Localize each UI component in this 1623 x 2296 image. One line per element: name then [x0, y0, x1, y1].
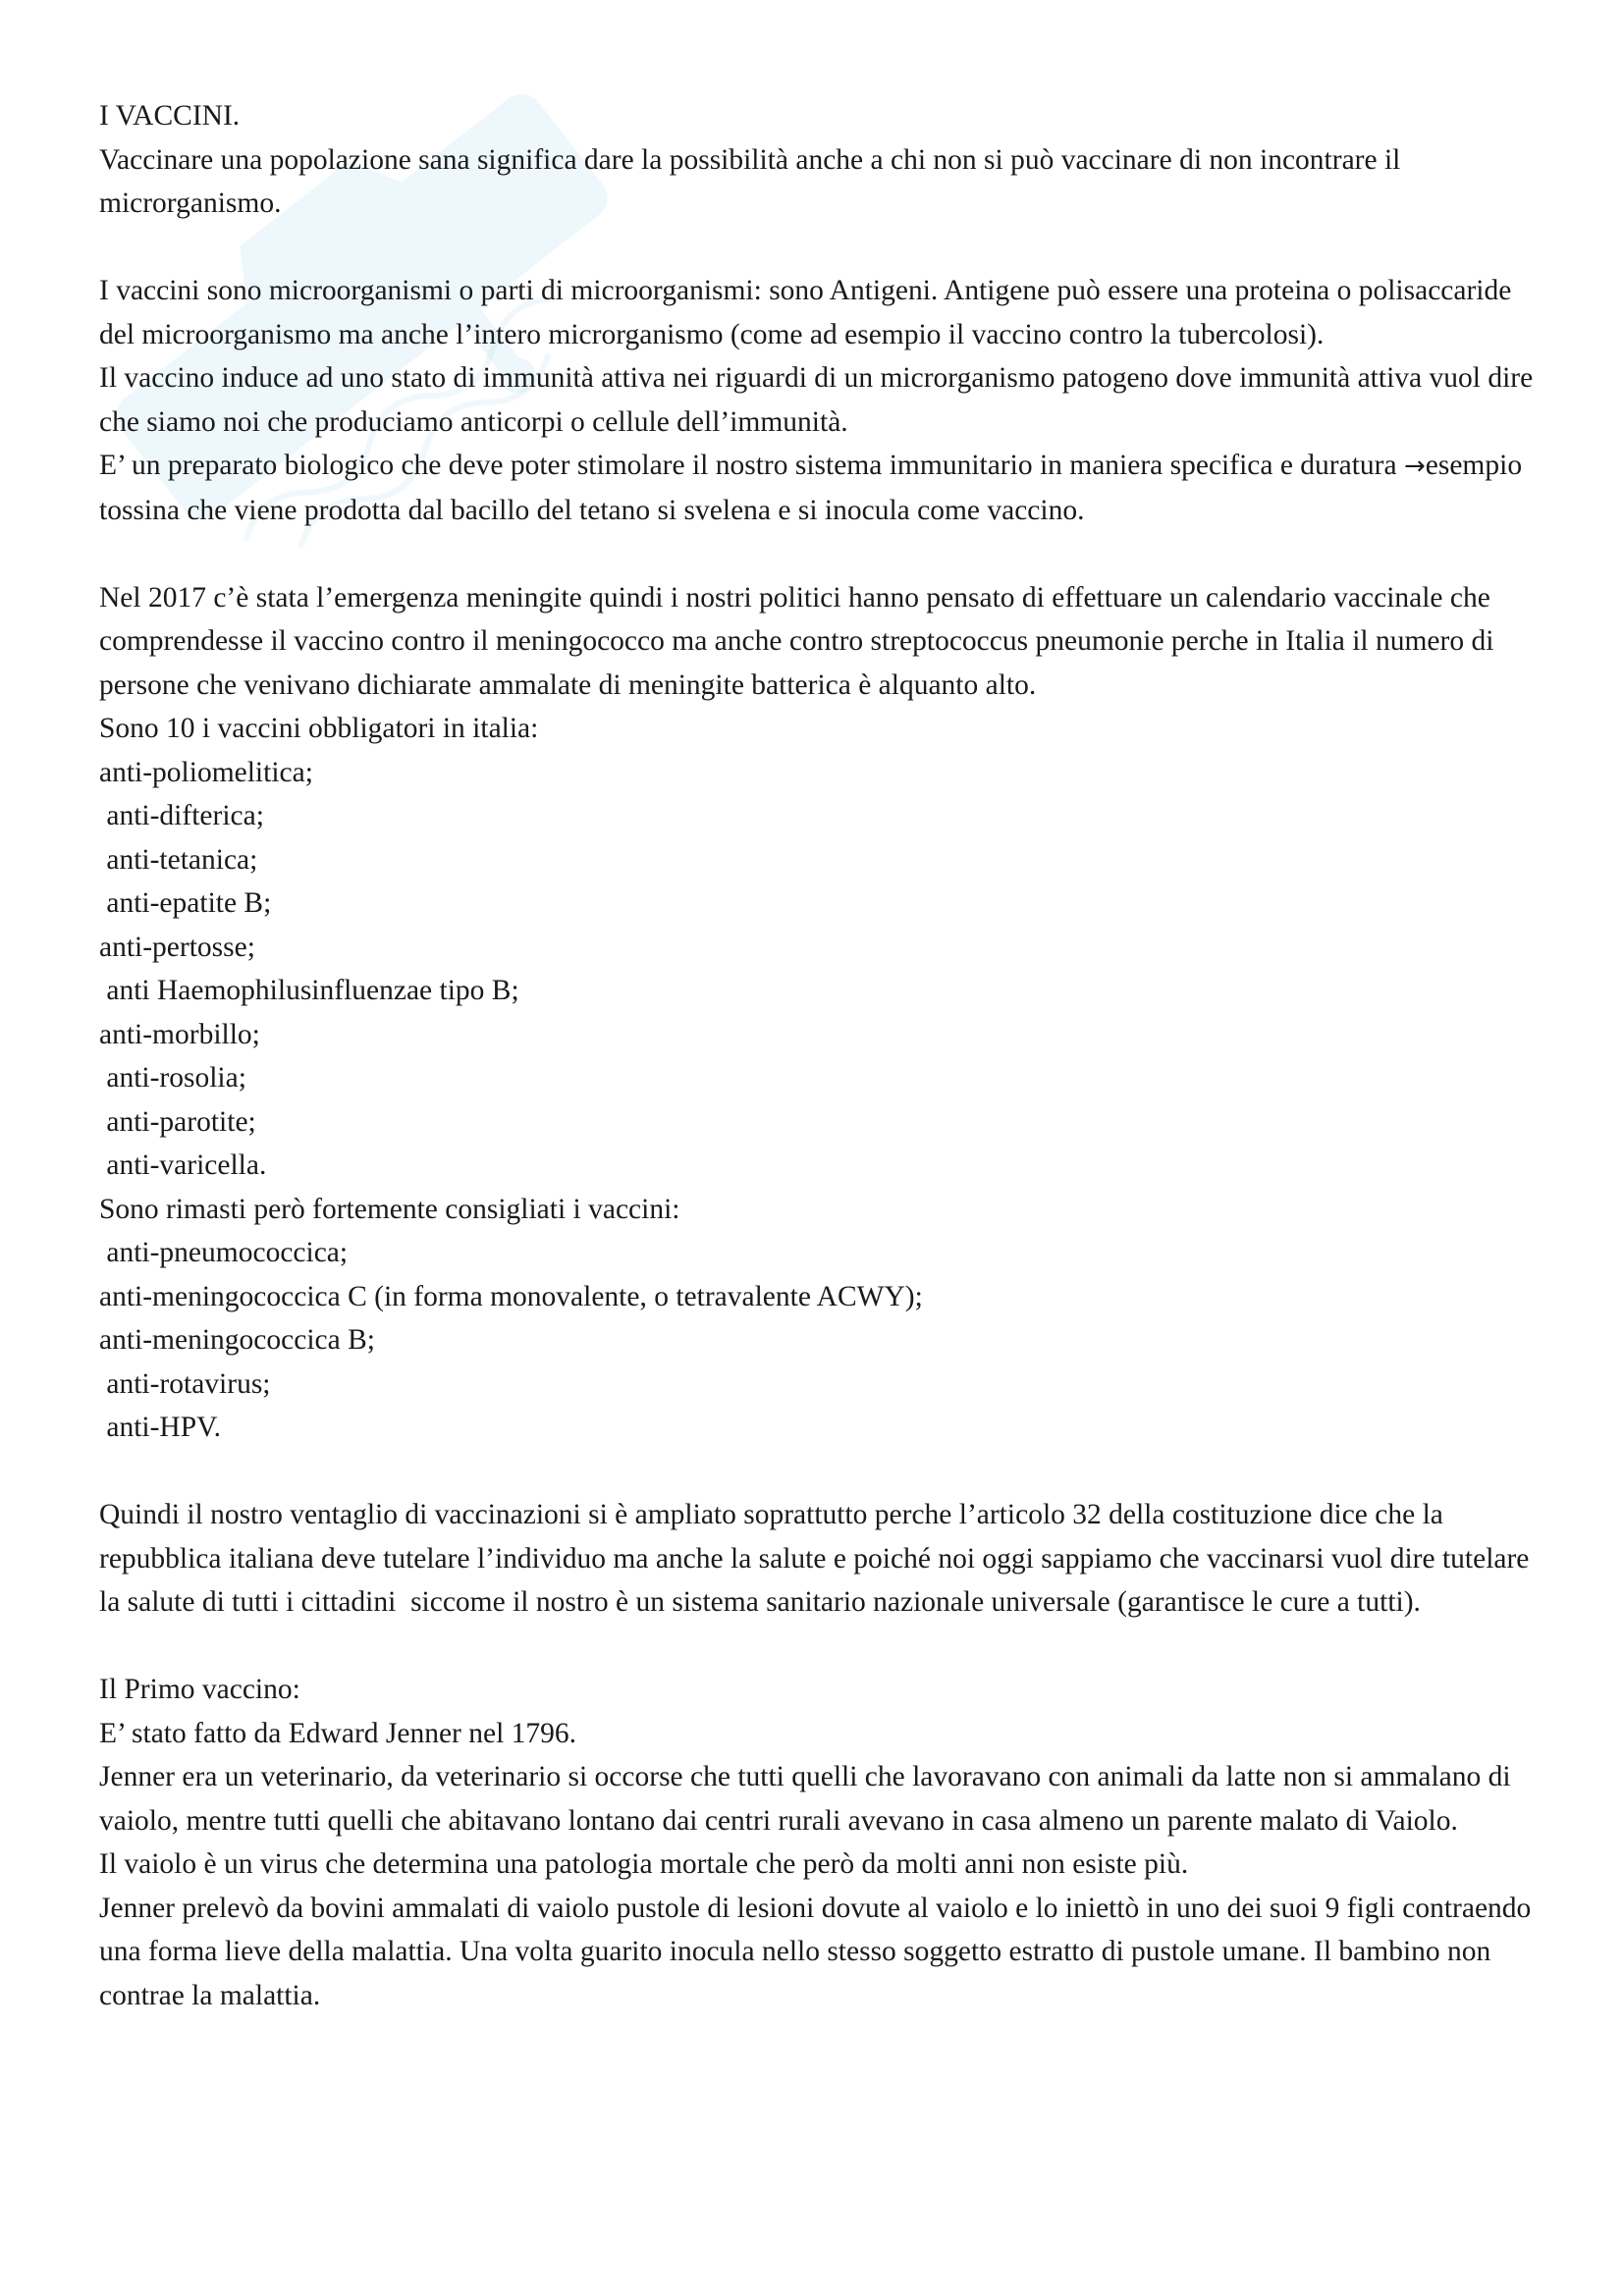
jenner-paragraph-3: Il vaiolo è un virus che determina una patologia mortale che però da molti anni non esiste più. — [99, 1848, 1189, 1880]
mandatory-vaccines-heading: Sono 10 i vaccini obbligatori in italia: — [99, 713, 539, 744]
list-item: anti-meningococcica B; — [99, 1324, 375, 1356]
paragraph-spacer — [99, 532, 1552, 576]
jenner-paragraph-2: Jenner era un veterinario, da veterinario si occorse che tutti quelli che lavoravano con animali da latte non si ammalano di vaiolo, mentre tutti quelli che abitavano lontano dai centri rurali avevano in casa almeno un parente malato di Vaiolo. — [99, 1761, 1518, 1837]
list-item: anti-epatite B; — [99, 887, 272, 919]
jenner-paragraph-1: E’ stato fatto da Edward Jenner nel 1796. — [99, 1717, 577, 1749]
definition-paragraph-3 — [99, 444, 1552, 532]
recommended-vaccines-list — [99, 1231, 1552, 1450]
constitution-paragraph: Quindi il nostro ventaglio di vaccinazioni si è ampliato soprattutto perche l’articolo 32 della costituzione dice che la repubblica italiana deve tutelare l’individuo ma anche la salute e poiché noi oggi sappiamo che vaccinarsi vuol dire tutelare la salute di tutti i cittadini siccome il nostro è un sistema sanitario nazionale universale (garantisce le cure a tutti). — [99, 1499, 1537, 1618]
list-item: anti-pertosse; — [99, 931, 255, 963]
arrow-right-icon: → — [1403, 452, 1426, 481]
document-title: I VACCINI. — [99, 100, 241, 132]
list-item: anti-morbillo; — [99, 1018, 260, 1050]
list-item: anti-varicella. — [99, 1149, 267, 1181]
definition-3-start: E’ un preparato biologico che deve poter stimolare il nostro sistema immunitario in maniera specifica e duratura — [99, 450, 1404, 481]
definition-paragraph-1: I vaccini sono microorganismi o parti di microorganismi: sono Antigeni. Antigene può essere una proteina o polisaccaride del microorganismo ma anche l’intero microrganismo (come ad esempio il vaccino contro la tubercolosi). — [99, 275, 1519, 350]
list-item: anti-meningococcica C (in forma monovalente, o tetravalente ACWY); — [99, 1280, 923, 1312]
paragraph-spacer — [99, 1450, 1552, 1494]
paragraph-spacer — [99, 1625, 1552, 1669]
list-item: anti-tetanica; — [99, 843, 258, 876]
list-item: anti-parotite; — [99, 1105, 256, 1138]
list-item: anti-pneumococcica; — [99, 1237, 349, 1268]
list-item: anti-HPV. — [99, 1412, 222, 1443]
document-body — [99, 94, 1552, 2017]
jenner-paragraph-4: Jenner prelevò da bovini ammalati di vaiolo pustole di lesioni dovute al vaiolo e lo iniettò in uno dei suoi 9 figli contraendo una forma lieve della malattia. Una volta guarito inocula nello stesso soggetto estratto di pustole umane. Il bambino non contrae la malattia. — [99, 1892, 1539, 2011]
paragraph-spacer — [99, 226, 1552, 270]
intro-paragraph: Vaccinare una popolazione sana significa dare la possibilità anche a chi non si può vaccinare di non incontrare il microrganismo. — [99, 143, 1408, 219]
definition-3-end: esempio tossina che viene prodotta dal bacillo del tetano si svelena e si inocula come vaccino. — [99, 450, 1530, 526]
recommended-vaccines-heading: Sono rimasti però fortemente consigliati i vaccini: — [99, 1193, 680, 1225]
mandatory-vaccines-list — [99, 751, 1552, 1188]
list-item: anti Haemophilusinfluenzae tipo B; — [99, 975, 519, 1006]
first-vaccine-heading: Il Primo vaccino: — [99, 1674, 300, 1705]
definition-paragraph-2: Il vaccino induce ad uno stato di immunità attiva nei riguardi di un microrganismo patogeno dove immunità attiva vuol dire che siamo noi che produciamo anticorpi o cellule dell’immunità. — [99, 362, 1541, 438]
list-item: anti-poliomelitica; — [99, 756, 313, 788]
list-item: anti-rotavirus; — [99, 1367, 271, 1400]
list-item: anti-rosolia; — [99, 1062, 246, 1094]
list-item: anti-difterica; — [99, 800, 264, 831]
meningite-paragraph: Nel 2017 c’è stata l’emergenza meningite quindi i nostri politici hanno pensato di effettuare un calendario vaccinale che comprendesse il vaccino contro il meningococco ma anche contro streptococcus pneumonie perche in Italia il numero di persone che venivano dichiarate ammalate di meningite batterica è alquanto alto. — [99, 581, 1501, 701]
